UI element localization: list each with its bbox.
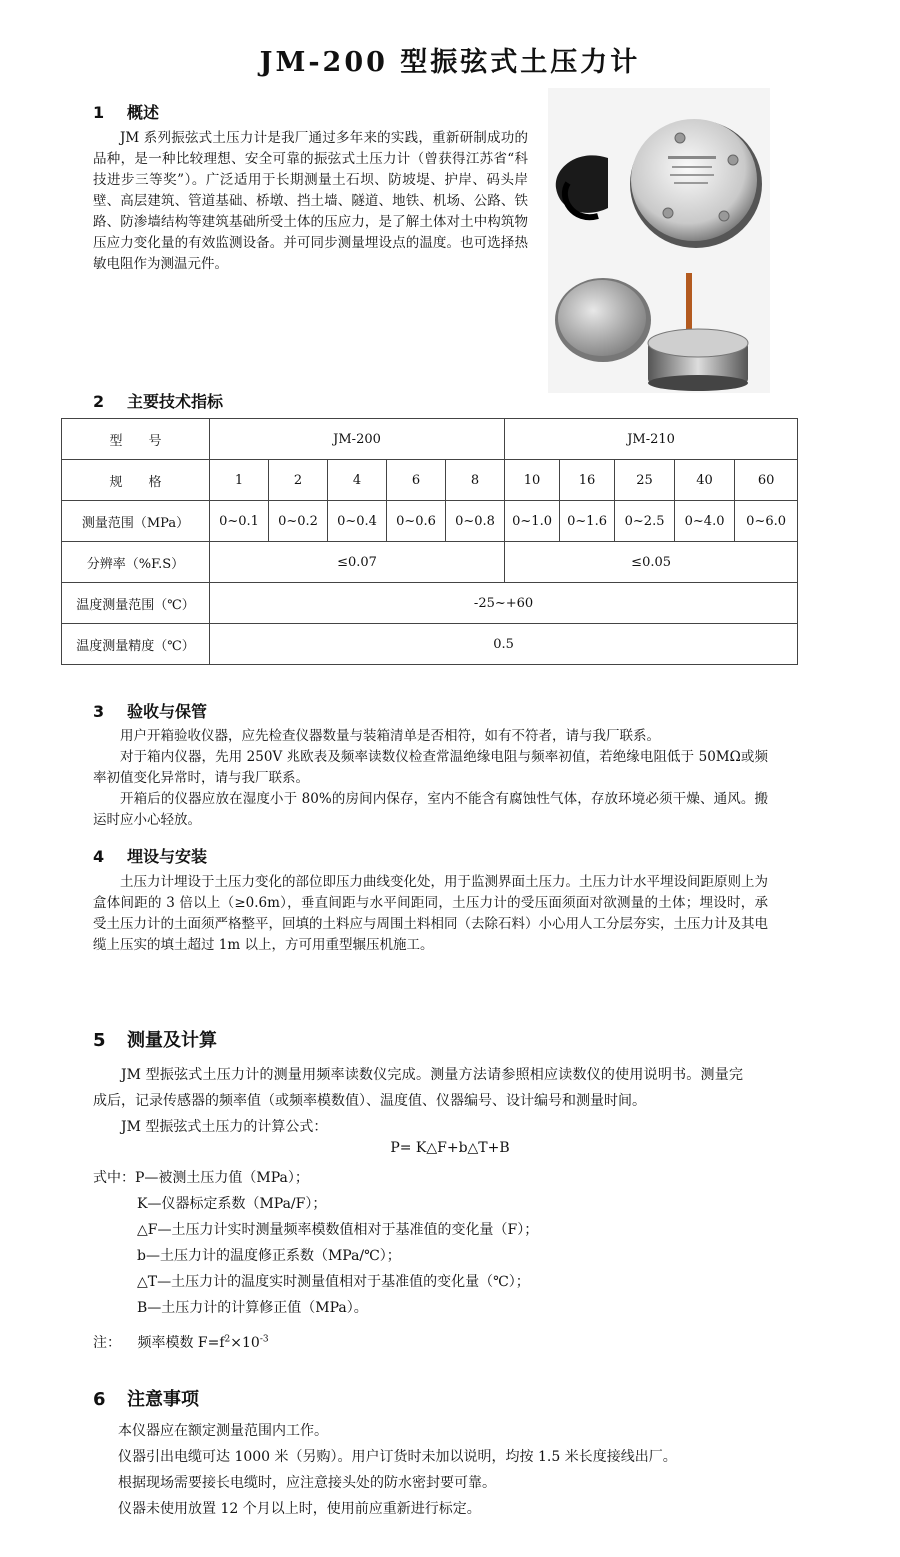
table-cell: 0~0.6: [387, 501, 446, 542]
page-title: JM-200 型振弦式土压力计: [259, 47, 641, 78]
section-6-body: [118, 1418, 798, 1522]
section-1-heading: [93, 100, 159, 123]
section-number: 1: [93, 103, 105, 122]
note-label: 注：: [93, 1335, 121, 1351]
definition-item: △T—土压力计的温度实时测量值相对于基准值的变化量（℃）；: [137, 1274, 530, 1290]
overview-paragraph: JM 系列振弦式土压力计是我厂通过多年来的实践，重新研制成功的品种，是一种比较理想、安全可靠的振弦式土压力计（曾获得江苏省“科技进步三等奖”）。广泛适用于长期测量土石坝、防坡堤、护岸、码头岸壁、高层建筑、管道基础、桥墩、挡土墙、隧道、地铁、机场、公路、铁路、防渗墙结构等建筑基础所受土体的压应力，是了解土体对土中构筑物压应力变化量的有效监测设备。并可同步测量埋设点的温度。也可选择热敏电阻作为测温元件。: [93, 130, 528, 272]
section-title: 测量及计算: [127, 1030, 217, 1051]
table-row-spec: [62, 460, 798, 501]
table-cell: 25: [615, 460, 675, 501]
paragraph: JM 型振弦式土压力计的测量用频率读数仪完成。测量方法请参照相应读数仪的使用说明书。测量完成后，记录传感器的频率值（或频率模数值）、温度值、仪器编号、设计编号和测量时间。: [93, 1067, 743, 1109]
section-3-heading: [93, 699, 207, 722]
table-cell: 0~1.6: [560, 501, 615, 542]
table-cell: 60: [735, 460, 798, 501]
section-4-heading: [93, 844, 207, 867]
definition-item: B—土压力计的计算修正值（MPa）。: [137, 1300, 368, 1316]
section-3-body: [93, 726, 768, 831]
row-header: 温度测量精度（℃）: [62, 624, 210, 665]
table-row-temp-accuracy: [62, 624, 798, 665]
paragraph: 开箱后的仪器应放在湿度小于 80%的房间内保存，室内不能含有腐蚀性气体，存放环境必须干燥、通风。搬运时应小心轻放。: [93, 791, 768, 828]
section-number: 2: [93, 392, 105, 411]
table-cell: JM-200: [210, 419, 505, 460]
table-cell: 0~0.1: [210, 501, 269, 542]
section-number: 3: [93, 702, 105, 721]
definition-item: P—被测土压力值（MPa）；: [135, 1170, 309, 1186]
section-2-heading: [93, 389, 223, 412]
note-superscript: 2: [224, 1334, 231, 1345]
table-row-resolution: [62, 542, 798, 583]
section-5-body: [93, 1062, 743, 1140]
section-title: 主要技术指标: [127, 392, 224, 411]
table-cell: 4: [328, 460, 387, 501]
table-cell: JM-210: [505, 419, 798, 460]
paragraph: 土压力计埋设于土压力变化的部位即压力曲线变化处，用于监测界面土压力。土压力计水平埋设间距原则上为盒体间距的 3 倍以上（≥0.6m），垂直间距与水平间距同，土压力计的受压面须面对欲测量的土体；埋设时，承受土压力计的土面须严格整平，回填的土料应与周围土料相同（去除石料）小心用人工分层夯实，土压力计及其电缆上压实的填土超过 1m 以上，方可用重型辗压机施工。: [93, 874, 768, 953]
section-6-heading: [93, 1385, 199, 1411]
pressure-cell-illustration: [548, 88, 770, 393]
note-text: 频率模数 F=f: [137, 1335, 225, 1351]
spec-table: [61, 418, 798, 665]
section-title: 验收与保管: [127, 702, 208, 721]
section-number: 5: [93, 1030, 106, 1051]
table-cell: 0~2.5: [615, 501, 675, 542]
section-1-body: [93, 128, 528, 275]
definition-item: △F—土压力计实时测量频率模数值相对于基准值的变化量（F）；: [137, 1222, 539, 1238]
definitions: [93, 1165, 793, 1321]
table-cell: 0~0.8: [446, 501, 505, 542]
table-cell: 8: [446, 460, 505, 501]
table-cell: ≤0.07: [210, 542, 505, 583]
table-cell: 0~1.0: [505, 501, 560, 542]
paragraph: 用户开箱验收仪器，应先检查仪器数量与装箱清单是否相符，如有不符者，请与我厂联系。: [120, 728, 660, 744]
row-header: 测量范围（MPa）: [62, 501, 210, 542]
table-cell: 40: [675, 460, 735, 501]
notice-line: 本仪器应在额定测量范围内工作。: [118, 1423, 328, 1439]
table-cell: -25~+60: [210, 583, 798, 624]
table-cell: 0~0.2: [269, 501, 328, 542]
row-header: 规 格: [62, 460, 210, 501]
where-label: 式中：: [93, 1170, 135, 1186]
table-row-range: [62, 501, 798, 542]
table-cell: 0.5: [210, 624, 798, 665]
section-title: 埋设与安装: [127, 847, 208, 866]
table-cell: 0~4.0: [675, 501, 735, 542]
section-4-body: [93, 872, 768, 956]
row-header: 分辨率（%F.S）: [62, 542, 210, 583]
section-title: 注意事项: [127, 1389, 199, 1410]
table-cell: 10: [505, 460, 560, 501]
row-header: 温度测量范围（℃）: [62, 583, 210, 624]
section-number: 6: [93, 1389, 106, 1410]
table-cell: 0~0.4: [328, 501, 387, 542]
product-photo: [548, 88, 770, 393]
table-cell: 0~6.0: [735, 501, 798, 542]
note-text: ×10: [230, 1335, 260, 1351]
definition-line: [93, 1165, 793, 1191]
table-cell: 2: [269, 460, 328, 501]
table-cell: 6: [387, 460, 446, 501]
note-superscript: -3: [259, 1334, 269, 1345]
table-cell: 1: [210, 460, 269, 501]
notice-line: 仪器未使用放置 12 个月以上时，使用前应重新进行标定。: [118, 1501, 481, 1517]
note: [93, 1332, 269, 1352]
notice-line: 根据现场需要接长电缆时，应注意接头处的防水密封要可靠。: [118, 1475, 496, 1491]
definition-item: K—仪器标定系数（MPa/F）；: [137, 1196, 327, 1212]
paragraph: JM 型振弦式土压力的计算公式：: [121, 1119, 328, 1135]
definition-item: b—土压力计的温度修正系数（MPa/℃）；: [137, 1248, 401, 1264]
table-row-temp-range: [62, 583, 798, 624]
notice-line: 仪器引出电缆可达 1000 米（另购）。用户订货时未加以说明，均按 1.5 米长度接线出厂。: [118, 1449, 677, 1465]
formula: P= K△F+b△T+B: [390, 1140, 510, 1156]
section-number: 4: [93, 847, 105, 866]
paragraph: 对于箱内仪器，先用 250V 兆欧表及频率读数仪检查常温绝缘电阻与频率初值，若绝缘电阻低于 50MΩ或频率初值变化异常时，请与我厂联系。: [93, 749, 768, 786]
section-title: 概述: [127, 103, 160, 122]
row-header: 型 号: [62, 419, 210, 460]
table-row-model: [62, 419, 798, 460]
section-5-heading: [93, 1026, 217, 1052]
table-cell: ≤0.05: [505, 542, 798, 583]
table-cell: 16: [560, 460, 615, 501]
